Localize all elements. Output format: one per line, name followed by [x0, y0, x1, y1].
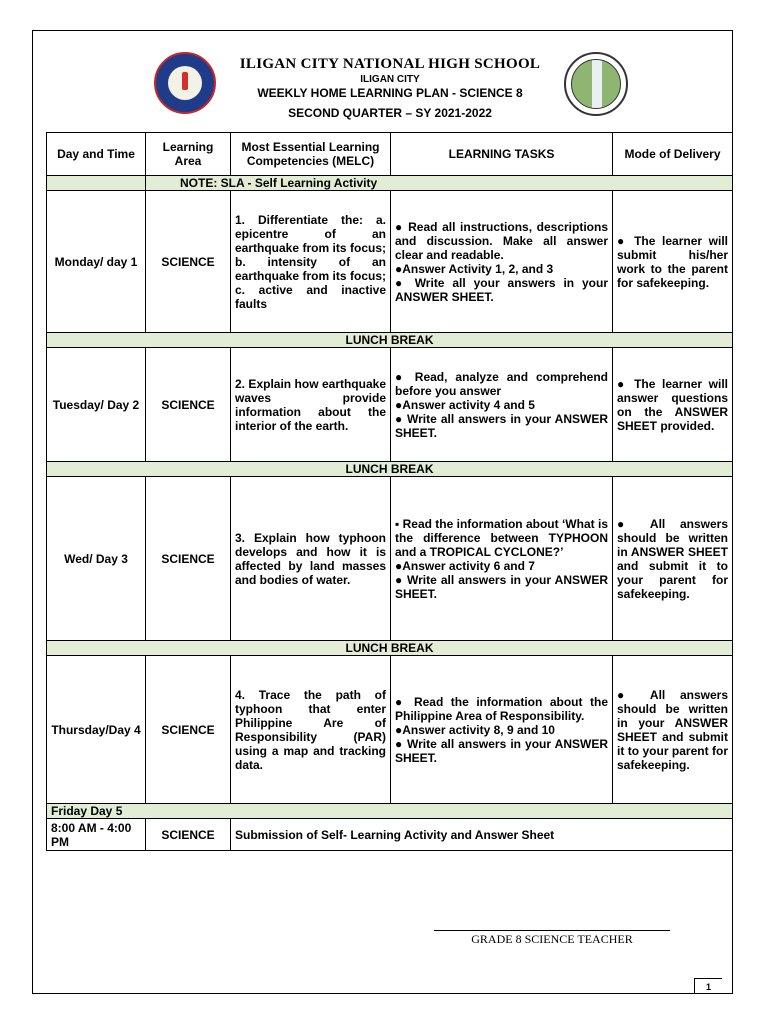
melc-cell: 3. Explain how typhoon develops and how it is affected by land masses and bodies of water.	[231, 477, 391, 641]
header-mode: Mode of Delivery	[613, 133, 733, 176]
tasks-cell: ● Read the information about the Philippine Area of Responsibility. ●Answer activity 8, 9 and 10 ● Write all answers in your ANSWER SHEET.	[391, 656, 613, 804]
table-row	[47, 348, 733, 462]
header-tasks: LEARNING TASKS	[391, 133, 613, 176]
header-melc: Most Essential Learning Competencies (MELC)	[231, 133, 391, 176]
day-cell: Wed/ Day 3	[47, 477, 146, 641]
city-name: ILIGAN CITY	[360, 74, 420, 85]
tasks-cell: ● Read all instructions, descriptions and discussion. Make all answer clear and readable. ●Answer Activity 1, 2, and 3 ● Write all your answers in your ANSWER SHEET.	[391, 191, 613, 333]
area-cell: SCIENCE	[146, 656, 231, 804]
friday-area: SCIENCE	[146, 819, 231, 851]
tasks-cell: ● Read, analyze and comprehend before you answer ●Answer activity 4 and 5 ● Write all answers in your ANSWER SHEET.	[391, 348, 613, 462]
mode-cell: ● All answers should be written in ANSWER SHEET and submit it to your parent for safekeeping.	[613, 477, 733, 641]
melc-cell: 4. Trace the path of typhoon that enter Philippine Are of Responsibility (PAR) using a map and tracking data.	[231, 656, 391, 804]
table-header-row	[47, 133, 733, 176]
lunch-break-row	[47, 641, 733, 656]
lunch-break-row	[47, 333, 733, 348]
signature-label: GRADE 8 SCIENCE TEACHER	[471, 932, 633, 946]
mode-cell: ● All answers should be written in your ANSWER SHEET and submit it to your parent for safekeeping.	[613, 656, 733, 804]
melc-cell: 1. Differentiate the: a. epicentre of an earthquake from its focus; b. intensity of an earthquake from its focus; c. active and inactive faults	[231, 191, 391, 333]
signature-line	[434, 930, 670, 931]
mode-cell: ● The learner will answer questions on the ANSWER SHEET provided.	[613, 348, 733, 462]
friday-label: Friday Day 5	[47, 804, 733, 819]
mode-cell: ● The learner will submit his/her work to the parent for safekeeping.	[613, 191, 733, 333]
lunch-break-row	[47, 462, 733, 477]
note-row	[47, 176, 733, 191]
page-number: 1	[694, 978, 722, 994]
day-cell: Tuesday/ Day 2	[47, 348, 146, 462]
friday-time: 8:00 AM - 4:00 PM	[47, 819, 146, 851]
school-name: ILIGAN CITY NATIONAL HIGH SCHOOL	[239, 56, 541, 72]
day-cell: Thursday/Day 4	[47, 656, 146, 804]
learning-plan-table	[46, 132, 733, 851]
area-cell: SCIENCE	[146, 348, 231, 462]
friday-row	[47, 819, 733, 851]
day-cell: Monday/ day 1	[47, 191, 146, 333]
friday-task: Submission of Self- Learning Activity and Answer Sheet	[231, 819, 733, 851]
melc-cell: 2. Explain how earthquake waves provide information about the interior of the earth.	[231, 348, 391, 462]
plan-title: WEEKLY HOME LEARNING PLAN - SCIENCE 8	[257, 86, 523, 100]
lunch-break-label: LUNCH BREAK	[47, 462, 733, 477]
header-day: Day and Time	[47, 133, 146, 176]
lunch-break-label: LUNCH BREAK	[47, 641, 733, 656]
document-header	[140, 52, 640, 120]
tasks-cell: ▪ Read the information about ‘What is the difference between TYPHOON and a TROPICAL CYCLONE?’ ●Answer activity 6 and 7 ● Write all answers in your ANSWER SHEET.	[391, 477, 613, 641]
table-row	[47, 656, 733, 804]
area-cell: SCIENCE	[146, 477, 231, 641]
header-area: Learning Area	[146, 133, 231, 176]
lunch-break-label: LUNCH BREAK	[47, 333, 733, 348]
table-row	[47, 191, 733, 333]
note-text: NOTE: SLA - Self Learning Activity	[146, 176, 733, 191]
table-row	[47, 477, 733, 641]
friday-label-row	[47, 804, 733, 819]
area-cell: SCIENCE	[146, 191, 231, 333]
quarter-label: SECOND QUARTER – SY 2021-2022	[288, 106, 492, 120]
